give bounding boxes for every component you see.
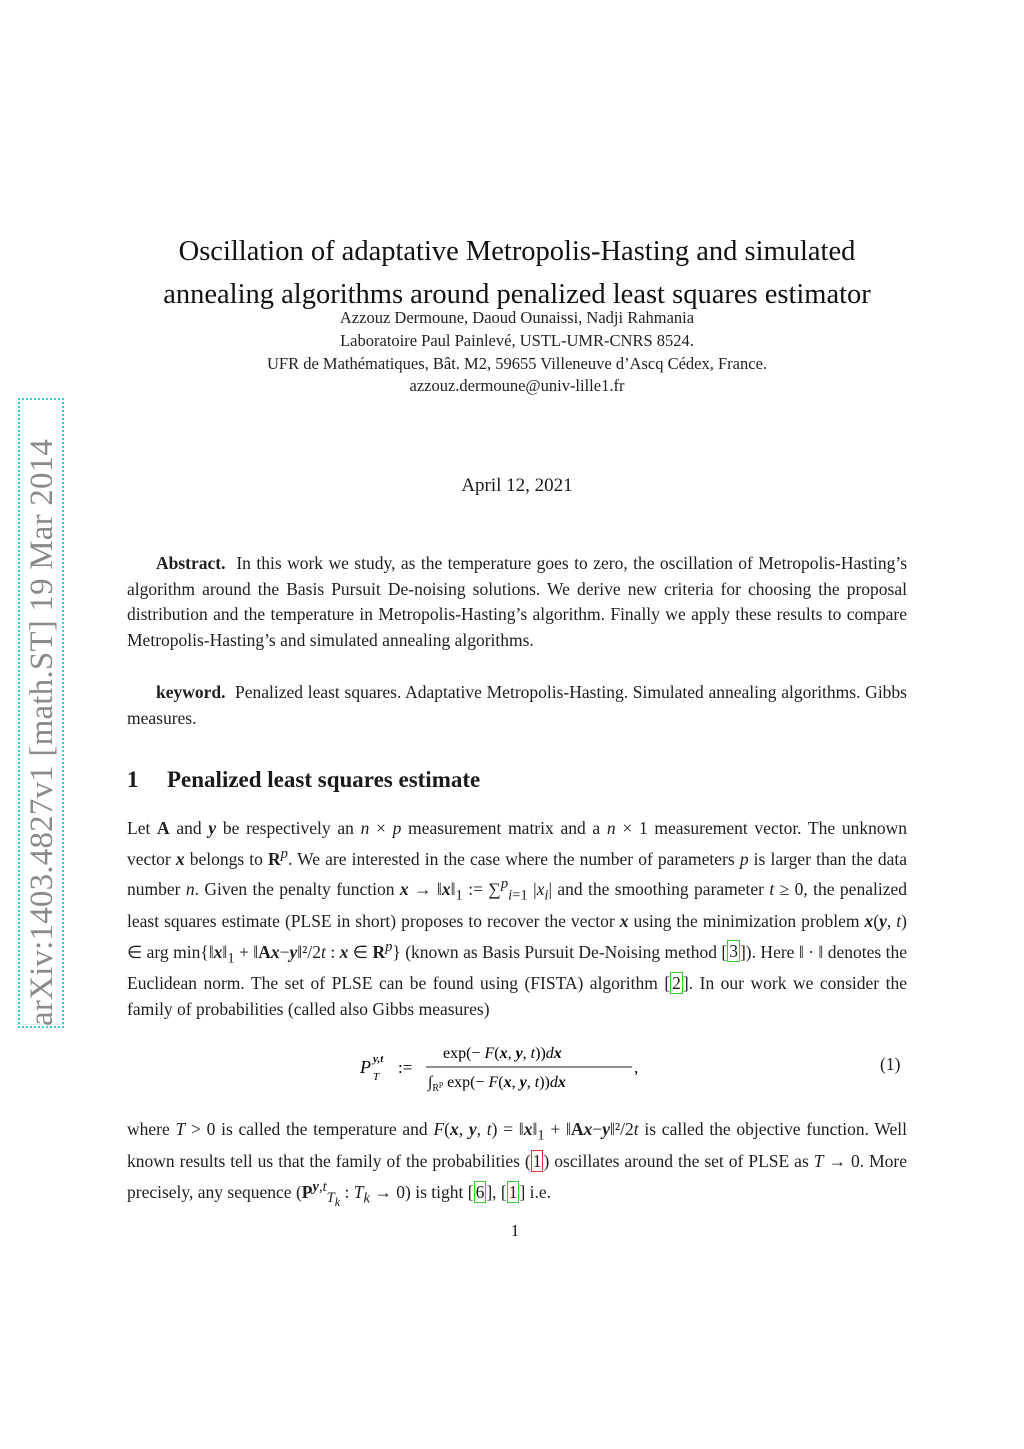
svg-text:y,t: y,t	[373, 1053, 384, 1065]
title-line-2: annealing algorithms around penalized least squares estimator	[163, 279, 871, 310]
arxiv-identifier[interactable]: arXiv:1403.4827v1 [math.ST] 19 Mar 2014	[24, 438, 60, 1026]
svg-text:∫Rp exp(− F(x, y, t))dx: $\int_R^p$ exp(− F(x, y, t))dx	[428, 1074, 566, 1094]
paragraph-1: Let A and y be respectively an n × p measurement matrix and a n × 1 measurement vector. The unknown vector x belongs to $R^p$. We are interested in the case where the number of parameters p is larger than the data number n. Given the penalty function $x \to ‖x‖_1$ := ∑$^p_{i=1}$ $|x_i|$ and the smoothing parameter t ≥ 0, the penalized least squares estimate (PLSE in short) proposes to recover the vector x using the minimization problem x(y, t) ∈ arg $\min\{‖x‖_1$ + ‖Ax−y‖²/2t : x ∈ $R^p$} (known as Basis Pursuit De-Noising method [ 3 ]). Here ‖ · ‖ denotes the Euclidean norm. The set of PLSE can be found using (FISTA) algorithm [ 2 ]. In our work we consider the family of probabilities (called also Gibbs measures)	[127, 818, 908, 1020]
svg-text:,: ,	[634, 1058, 639, 1077]
keywords	[127, 680, 907, 731]
keyword-text: Penalized least squares. Adaptative Metropolis-Hasting. Simulated annealing algorithms. Gibbs measures.	[127, 682, 907, 728]
citation-1[interactable]: 1	[508, 1181, 518, 1202]
equation-gibbs-measure	[358, 1040, 658, 1094]
affiliation-lab: Laboratoire Paul Painlevé, USTL-UMR-CNRS 8524.	[340, 331, 694, 350]
svg-text:P: P	[360, 1057, 371, 1077]
svg-text:T: T	[373, 1071, 380, 1083]
affiliation-address: UFR de Mathématiques, Bât. M2, 59655 Villeneuve d’Ascq Cédex, France.	[266, 354, 768, 373]
author-email[interactable]: azzouz.dermoune@univ-lille1.fr	[409, 376, 625, 395]
paper-date: April 12, 2021	[461, 475, 573, 496]
section-heading	[127, 765, 480, 795]
title-line-1: Oscillation of adaptative Metropolis-Hasting and simulated	[178, 236, 856, 267]
equation-number: (1)	[880, 1054, 901, 1074]
section-number: 1	[127, 767, 139, 792]
section-title: Penalized least squares estimate	[167, 767, 481, 792]
paragraph-2: where T > 0 is called the temperature and F(x, y, $t) = ‖x‖_1$ + ‖Ax−y‖²/2t is called the objective function. Well known results tell us that the family of the probabilities ( 1 ) oscillates around the set of PLSE as T → 0. More precisely, any sequence ($P^{y,t}_{T_k}$ : $T_k \to 0$) is tight [ 6 ], [ 1 ] i.e.	[127, 1119, 908, 1209]
svg-text::=: :=	[398, 1058, 413, 1077]
svg-text:exp(− F(x, y, t))dx: exp(− F(x, y, t))dx	[443, 1045, 562, 1062]
citation-2[interactable]: 2	[672, 973, 681, 994]
abstract-label: Abstract.	[156, 553, 226, 573]
keyword-label: keyword.	[156, 682, 226, 702]
abstract	[127, 551, 907, 653]
paper-title	[120, 230, 914, 316]
page-number: 1	[510, 1221, 520, 1240]
equation-ref-1[interactable]: 1	[532, 1151, 542, 1172]
citation-6[interactable]: 6	[475, 1181, 485, 1202]
abstract-text: In this work we study, as the temperature goes to zero, the oscillation of Metropolis-Hasting’s algorithm around the Basis Pursuit De-noising solutions. We derive new criteria for choosing the proposal distribution and the temperature in Metropolis-Hasting’s algorithm. Finally we apply these results to compare Metropolis-Hasting’s and simulated annealing algorithms.	[127, 553, 907, 650]
citation-3[interactable]: 3	[729, 941, 738, 962]
authors: Azzouz Dermoune, Daoud Ounaissi, Nadji Rahmania	[339, 308, 695, 327]
